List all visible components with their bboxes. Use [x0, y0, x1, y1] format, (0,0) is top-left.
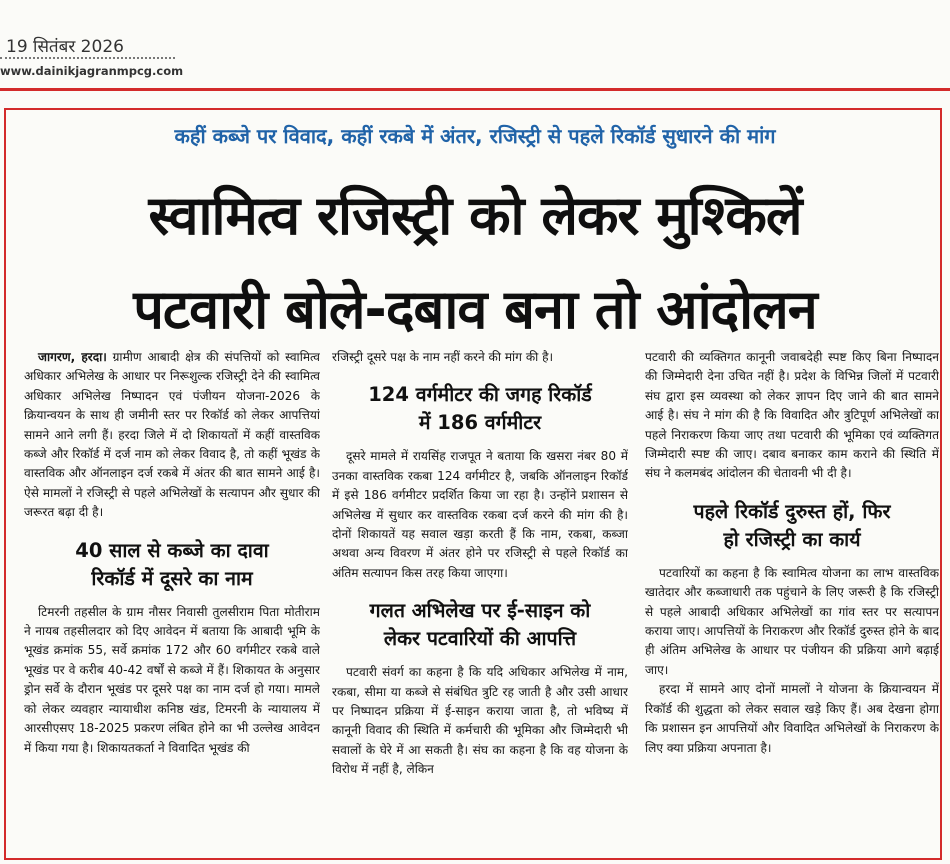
red-rule: [0, 88, 950, 91]
paragraph: दूसरे मामले में रायसिंह राजपूत ने बताया कि खसरा नंबर 80 में उनका वास्तविक रकबा 124 वर्गमीटर है, जबकि ऑनलाइन रिकॉर्ड में इसे 186 वर्गमीटर प्रदर्शित किया जा रहा है। उन्होंने प्रशासन से अभिलेख में सुधार कर वास्तविक रकबा दर्ज करने की मांग की है। दोनों शिकायतें यह सवाल खड़ा करती हैं कि नाम, रकबा, कब्जा अथवा अन्य विवरण में अंतर होने पर रजिस्ट्री से पहले रिकॉर्ड का अंतिम सत्यापन किस तरह किया जाएगा।: [332, 449, 628, 580]
paragraph: रजिस्ट्री दूसरे पक्ष के नाम नहीं करने की मांग की है।: [332, 350, 554, 364]
website-url[interactable]: www.dainikjagranmpcg.com: [0, 64, 184, 78]
subheading-line: में 186 वर्गमीटर: [418, 411, 542, 435]
paragraph: पटवारियों का कहना है कि स्वामित्व योजना का लाभ वास्तविक खातेदार और कब्जाधारी तक पहुंचाने के लिए जरूरी है कि रजिस्ट्री से पहले आबादी अधिकार अभिलेखों का गांव स्तर पर सत्यापन कराया जाए। आपत्तियों के निराकरण और रिकॉर्ड दुरुस्त होने के बाद ही अंतिम अभिलेख के आधार पर पंजीयन की प्रक्रिया आगे बढ़ाई जाए।: [645, 565, 939, 677]
paragraph: हरदा में सामने आए दोनों मामलों ने योजना के क्रियान्वयन में रिकॉर्ड की शुद्धता को लेकर सवाल खड़े किए हैं। अब देखना होगा कि प्रशासन इन आपत्तियों और विवादित अभिलेखों के निराकरण के लिए क्या प्रक्रिया अपनाता है।: [645, 682, 939, 755]
kicker-headline: कहीं कब्जे पर विवाद, कहीं रकबे में अंतर, रजिस्ट्री से पहले रिकॉर्ड सुधारने की मांग: [174, 124, 776, 148]
paragraph: पटवारी की व्यक्तिगत कानूनी जवाबदेही स्पष्ट किए बिना निष्पादन की जिम्मेदारी देना उचित नहीं है। प्रदेश के विभिन्न जिलों में पटवारी संघ द्वारा इस व्यवस्था को लेकर ज्ञापन दिए जाने की बात सामने आई है। संघ ने मांग की है कि विवादित और त्रुटिपूर्ण अभिलेखों का पहले निराकरण किया जाए तथा पटवारी की भूमिका एवं व्यक्तिगत जिम्मेदारी स्पष्ट की जाए। दबाव बनाकर काम कराने की स्थिति में संघ ने कलमबंद आंदोलन की चेतावनी भी दी है।: [645, 350, 939, 481]
headline-line-1: स्वामित्व रजिस्ट्री को लेकर मुश्किलें: [148, 184, 802, 247]
subheading-e-sign-objection: [332, 597, 628, 653]
paragraph-intro: ग्रामीण आबादी क्षेत्र की संपत्तियों को स्वामित्व अधिकार अभिलेख के आधार पर निरूशुल्क रजिस्ट्री देने की स्वामित्व अधिकार अभिलेख निष्पादन एवं पंजीयन योजना-2026 के क्रियान्वयन के साथ ही जमीनी स्तर पर रिकॉर्ड को लेकर आपत्तियां सामने आने लगी हैं। हरदा जिले में दो शिकायतों में कहीं वास्तविक कब्जे और रिकॉर्ड में दर्ज नाम को लेकर विवाद है, तो कहीं भूखंड के वास्तविक और ऑनलाइन दर्ज रकबे में अंतर की बात सामने आई है। ऐसे मामलों ने रजिस्ट्री से पहले अभिलेखों के सत्यापन और सुधार की जरूरत बढ़ा दी है।: [24, 350, 320, 520]
subheading-line: रिकॉर्ड में दूसरे का नाम: [91, 566, 253, 590]
edition-date: 19 सितंबर 2026: [6, 37, 124, 57]
paragraph: टिमरनी तहसील के ग्राम नौसर निवासी तुलसीराम पिता मोतीराम ने नायब तहसीलदार को दिए आवेदन में बताया कि आबादी भूमि के भूखंड क्रमांक 55, सर्वे क्रमांक 172 और 60 वर्गमीटर रकबे वाले भूखंड पर वे करीब 40-42 वर्षों से कब्जे में हैं। शिकायत के अनुसार ड्रोन सर्वे के दौरान भूखंड पर दूसरे पक्ष का नाम दर्ज हो गया। मामले को लेकर व्यवहार न्यायाधीश कनिष्ठ खंड, टिमरनी के न्यायालय में आरसीएसए 18-2025 प्रकरण लंबित होने का भी उल्लेख आवेदन में किया गया है। शिकायतकर्ता ने विवादित भूखंड की: [24, 604, 320, 755]
article-column-3: [645, 348, 939, 858]
subheading-124-sqm: [332, 381, 628, 437]
masthead: [0, 0, 950, 92]
subheading-line: 40 साल से कब्जे का दावा: [75, 538, 269, 562]
subheading-line: गलत अभिलेख पर ई-साइन को: [369, 599, 591, 623]
paragraph: पटवारी संवर्ग का कहना है कि यदि अधिकार अभिलेख में नाम, रकबा, सीमा या कब्जे से संबंधित त्रुटि रह जाती है और उसी आधार पर निष्पादन प्रक्रिया में ई-साइन कराया जाता है, तो भविष्य में कानूनी विवाद की स्थिति में कर्मचारी की भूमिका और जिम्मेदारी भी सवालों के घेरे में आ सकती है। संघ का कहना है कि वह योजना के विरोध में नहीं है, लेकिन: [332, 665, 628, 777]
subheading-line: पहले रिकॉर्ड दुरुस्त हों, फिर: [693, 499, 891, 523]
headline-line-2: पटवारी बोले-दबाव बना तो आंदोलन: [133, 278, 817, 341]
subheading-records-first: [645, 498, 939, 554]
article-column-1: [24, 348, 320, 858]
subheading-40-years: [24, 537, 320, 593]
subheading-line: लेकर पटवारियों की आपत्ति: [383, 627, 577, 651]
subheading-line: 124 वर्गमीटर की जगह रिकॉर्ड: [368, 383, 592, 407]
subheading-line: हो रजिस्ट्री का कार्य: [723, 527, 861, 551]
dateline: जागरण, हरदा।: [38, 350, 107, 364]
dotted-divider: [0, 57, 175, 59]
article-column-2: [332, 348, 628, 858]
